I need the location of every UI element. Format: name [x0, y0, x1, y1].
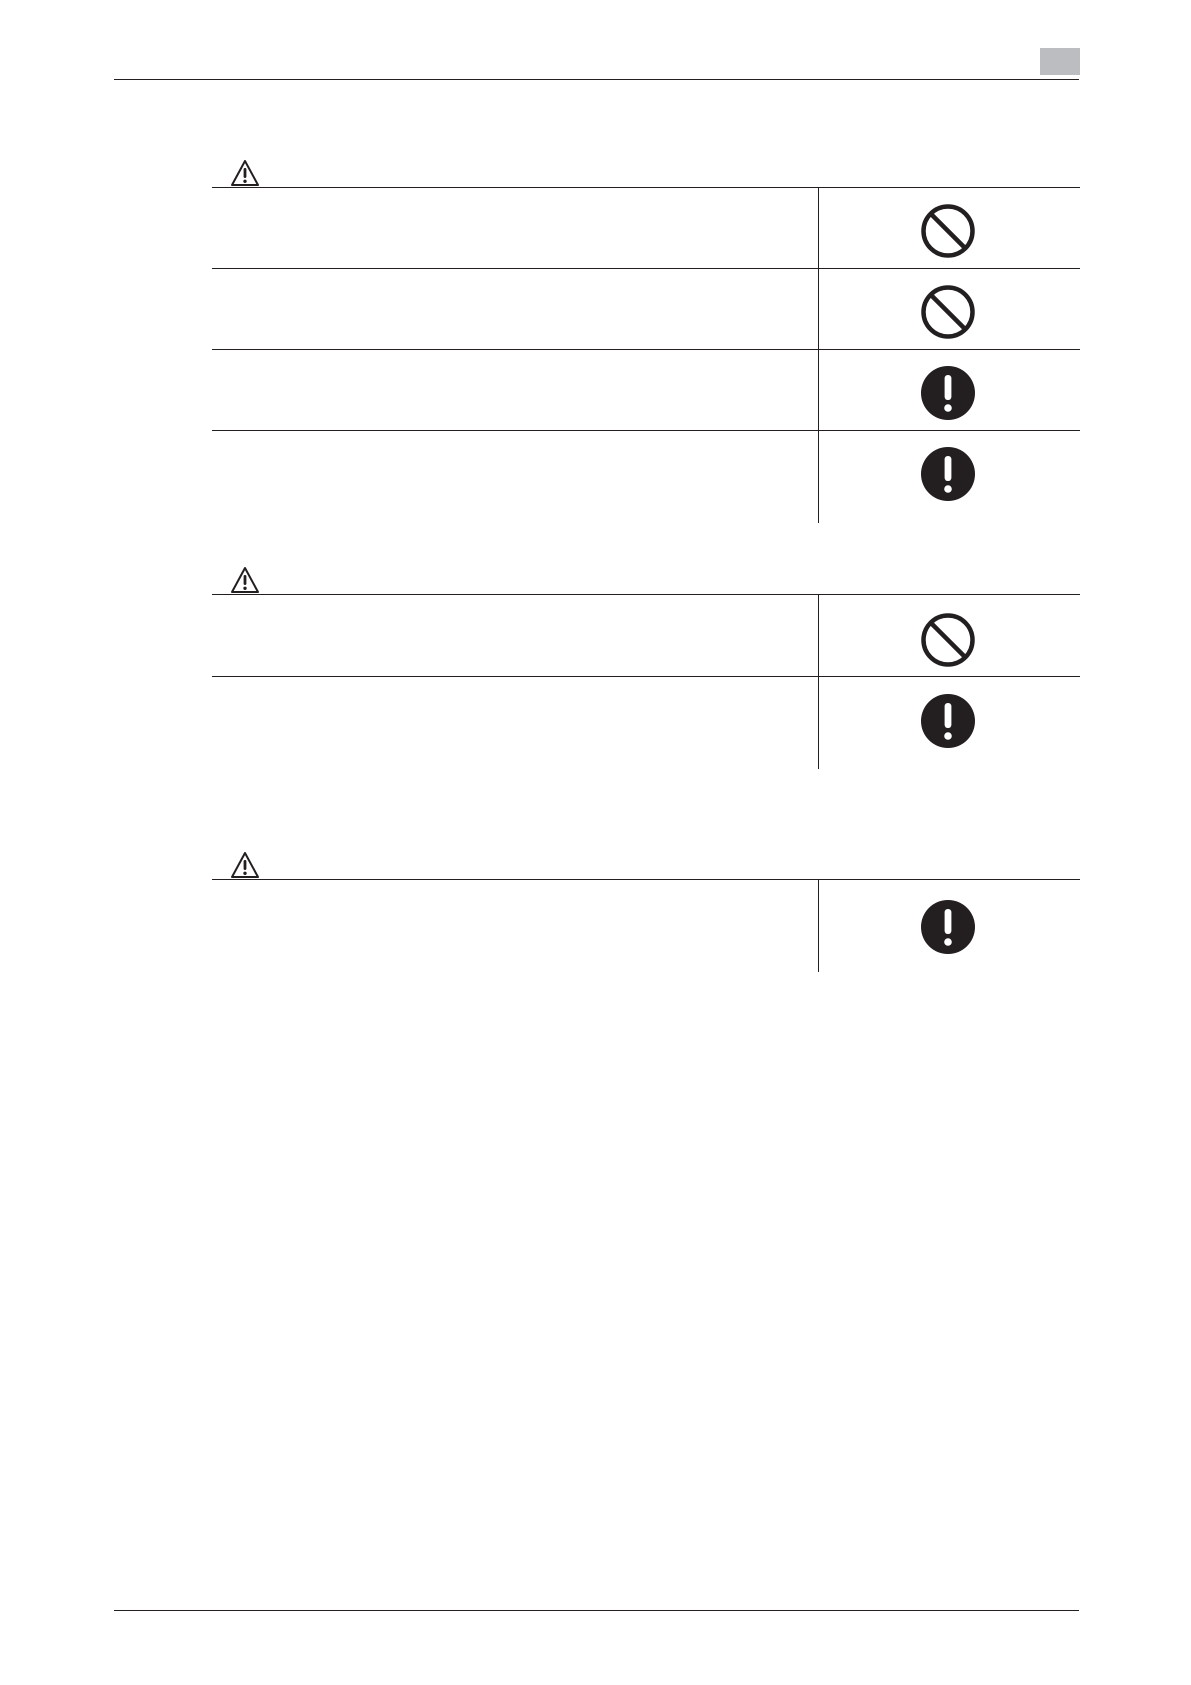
column-divider: [818, 269, 819, 349]
page-tab-marker: [1040, 48, 1080, 75]
mandatory-action-icon: [920, 365, 976, 421]
caution-table: [212, 879, 1080, 972]
warning-triangle-icon: [230, 566, 260, 594]
caution-heading: [212, 159, 1080, 189]
column-divider: [818, 880, 819, 972]
caution-row: [212, 431, 1080, 523]
prohibition-icon: [920, 612, 976, 668]
column-divider: [818, 595, 819, 676]
prohibition-icon: [920, 284, 976, 340]
caution-row: [212, 188, 1080, 269]
caution-row: [212, 269, 1080, 350]
caution-section-2: [212, 566, 1080, 596]
caution-heading: [212, 851, 1080, 881]
column-divider: [818, 677, 819, 769]
warning-triangle-icon: [230, 851, 260, 879]
mandatory-action-icon: [920, 446, 976, 502]
column-divider: [818, 431, 819, 523]
caution-table: [212, 594, 1080, 769]
warning-triangle-icon: [230, 159, 260, 187]
prohibition-icon: [920, 203, 976, 259]
caution-heading: [212, 566, 1080, 596]
header-rule: [114, 79, 1079, 80]
caution-row: [212, 595, 1080, 677]
caution-section-3: [212, 851, 1080, 881]
mandatory-action-icon: [920, 899, 976, 955]
caution-row: [212, 350, 1080, 431]
caution-section-1: [212, 159, 1080, 189]
column-divider: [818, 350, 819, 430]
mandatory-action-icon: [920, 693, 976, 749]
caution-table: [212, 187, 1080, 523]
column-divider: [818, 188, 819, 268]
caution-row: [212, 880, 1080, 972]
caution-row: [212, 677, 1080, 769]
footer-rule: [114, 1610, 1079, 1611]
